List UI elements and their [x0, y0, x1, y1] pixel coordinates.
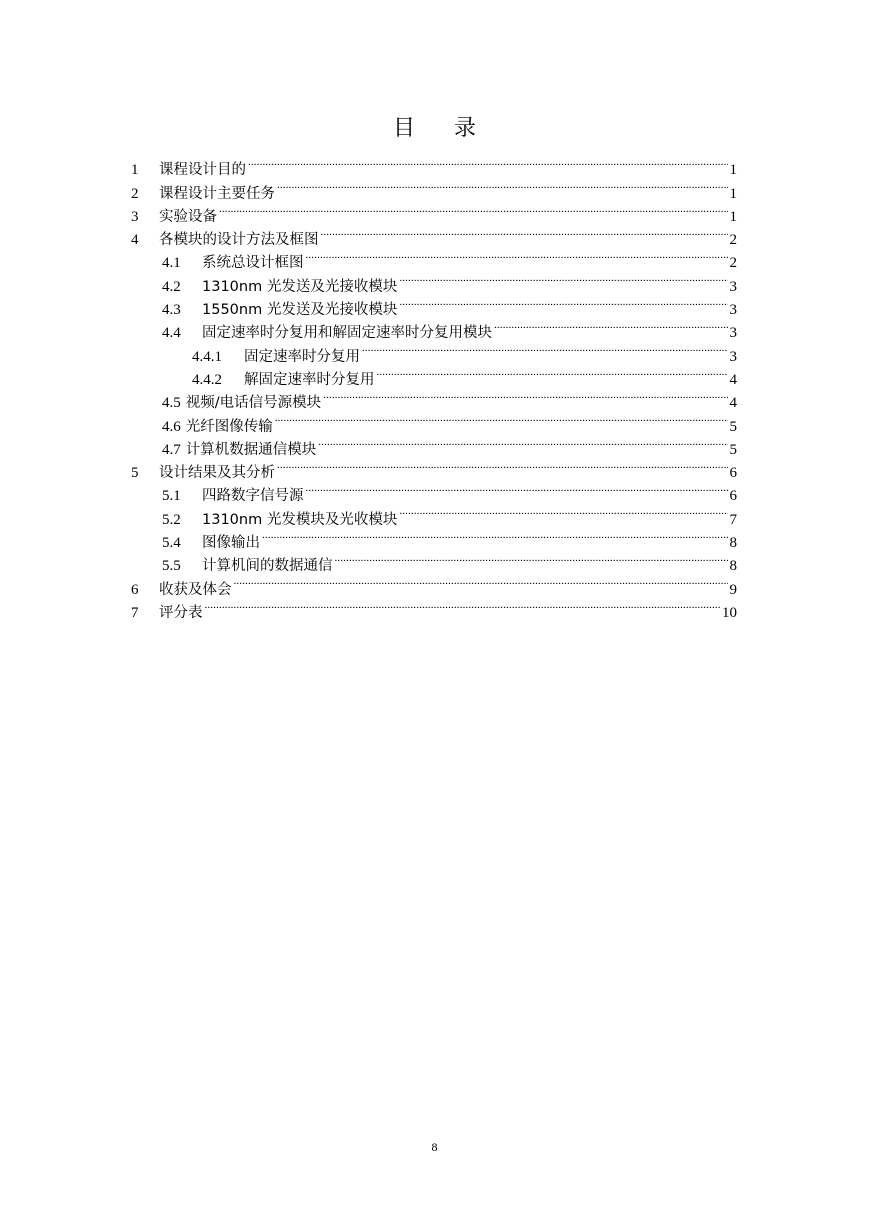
toc-entry-label: 1310nm 光发模块及光收模块	[202, 511, 398, 528]
toc-dot-leader	[277, 174, 728, 197]
toc-entry-label: 计算机数据通信模块	[185, 441, 317, 458]
toc-entry[interactable]	[131, 151, 737, 179]
toc-entry-page: 7	[729, 511, 737, 528]
toc-dot-leader	[323, 384, 727, 407]
toc-entry-label: 光纤图像传输	[185, 418, 273, 435]
toc-dot-leader	[306, 244, 728, 267]
toc-entry-number: 4.5	[162, 395, 181, 412]
toc-entry-page: 5	[729, 418, 737, 435]
toc-entry-label: 1310nm 光发送及光接收模块	[202, 278, 398, 295]
toc-entry-page: 3	[729, 278, 737, 295]
toc-dot-leader	[234, 570, 728, 593]
toc-entry-number: 4.6	[162, 418, 181, 435]
toc-entry-label: 解固定速率时分复用	[244, 371, 375, 388]
toc-dot-leader	[318, 431, 727, 454]
toc-entry-page: 1	[729, 185, 737, 202]
toc-entry-number: 7	[131, 604, 139, 621]
toc-entry[interactable]	[131, 221, 737, 249]
toc-dot-leader	[399, 267, 727, 290]
toc-entry-label: 收获及体会	[159, 581, 232, 598]
toc-dot-leader	[399, 291, 727, 314]
toc-dot-leader	[275, 407, 728, 430]
toc-entry-number: 4.3	[162, 302, 181, 319]
toc-entry-number: 5.4	[162, 535, 181, 552]
toc-entry-number: 5.1	[162, 488, 181, 505]
toc-dot-leader	[494, 314, 728, 337]
toc-entry-number: 2	[131, 185, 139, 202]
toc-dot-leader	[362, 337, 728, 360]
toc-entry-label: 四路数字信号源	[202, 488, 304, 505]
toc-entry-number: 4	[131, 232, 139, 249]
toc-entry-number: 6	[131, 581, 139, 598]
toc-entry-page: 5	[729, 441, 737, 458]
toc-entry-page: 6	[729, 488, 737, 505]
toc-entry-number: 4.1	[162, 255, 181, 272]
toc-entry-number: 5	[131, 465, 139, 482]
toc-entry-page: 10	[722, 604, 737, 621]
toc-dot-leader	[219, 198, 728, 221]
toc-dot-leader	[277, 454, 728, 477]
toc-entry-label: 视频/电话信号源模块	[185, 395, 322, 412]
toc-entry-number: 4.7	[162, 441, 181, 458]
toc-entry-label: 实验设备	[159, 208, 217, 225]
toc-entry-page: 3	[729, 302, 737, 319]
toc-entry-number: 5.2	[162, 511, 181, 528]
toc-entry-label: 设计结果及其分析	[159, 465, 275, 482]
toc-entry-label: 1550nm 光发送及光接收模块	[202, 302, 398, 319]
toc-entry-label: 各模块的设计方法及框图	[159, 232, 319, 249]
toc-entry-number: 4.4	[162, 325, 181, 342]
toc-entry-page: 8	[729, 535, 737, 552]
toc-entry-label: 评分表	[159, 604, 203, 621]
toc-entry-page: 9	[729, 581, 737, 598]
toc-entry-number: 4.2	[162, 278, 181, 295]
toc-entry-page: 1	[729, 208, 737, 225]
toc-entry-number: 3	[131, 208, 139, 225]
toc-dot-leader	[399, 500, 727, 523]
toc-entry[interactable]	[131, 198, 737, 225]
toc-entry-number: 4.4.1	[192, 348, 222, 365]
toc-entry-number: 4.4.2	[192, 371, 222, 388]
toc-dot-leader	[321, 221, 728, 244]
toc-entry-page: 4	[729, 395, 737, 412]
toc-title: 目 录	[393, 116, 492, 141]
toc-entry[interactable]	[131, 594, 737, 621]
toc-entry-label: 课程设计目的	[159, 162, 246, 179]
toc-dot-leader	[335, 547, 728, 570]
toc-entry-page: 3	[729, 325, 737, 342]
page-number: 8	[431, 1140, 438, 1154]
toc-entry-label: 固定速率时分复用	[244, 348, 360, 365]
toc-entry-page: 6	[729, 465, 737, 482]
toc-dot-leader	[205, 594, 721, 617]
toc-entry-page: 1	[729, 162, 737, 179]
toc-entry-page: 2	[729, 232, 737, 249]
table-of-contents	[131, 151, 737, 621]
toc-entry-page: 3	[729, 348, 737, 365]
toc-entry-label: 计算机间的数据通信	[202, 558, 333, 575]
toc-entry-label: 系统总设计框图	[202, 255, 304, 272]
toc-entry-number: 1	[131, 162, 139, 179]
toc-entry-page: 4	[729, 371, 737, 388]
toc-dot-leader	[306, 477, 728, 500]
toc-dot-leader	[262, 524, 728, 547]
toc-entry-label: 课程设计主要任务	[159, 185, 275, 202]
toc-dot-leader	[377, 361, 728, 384]
toc-entry-page: 2	[729, 255, 737, 272]
toc-entry-label: 固定速率时分复用和解固定速率时分复用模块	[202, 325, 492, 342]
toc-dot-leader	[248, 151, 728, 174]
toc-entry-number: 5.5	[162, 558, 181, 575]
toc-entry-label: 图像输出	[202, 535, 260, 552]
toc-entry-page: 8	[729, 558, 737, 575]
